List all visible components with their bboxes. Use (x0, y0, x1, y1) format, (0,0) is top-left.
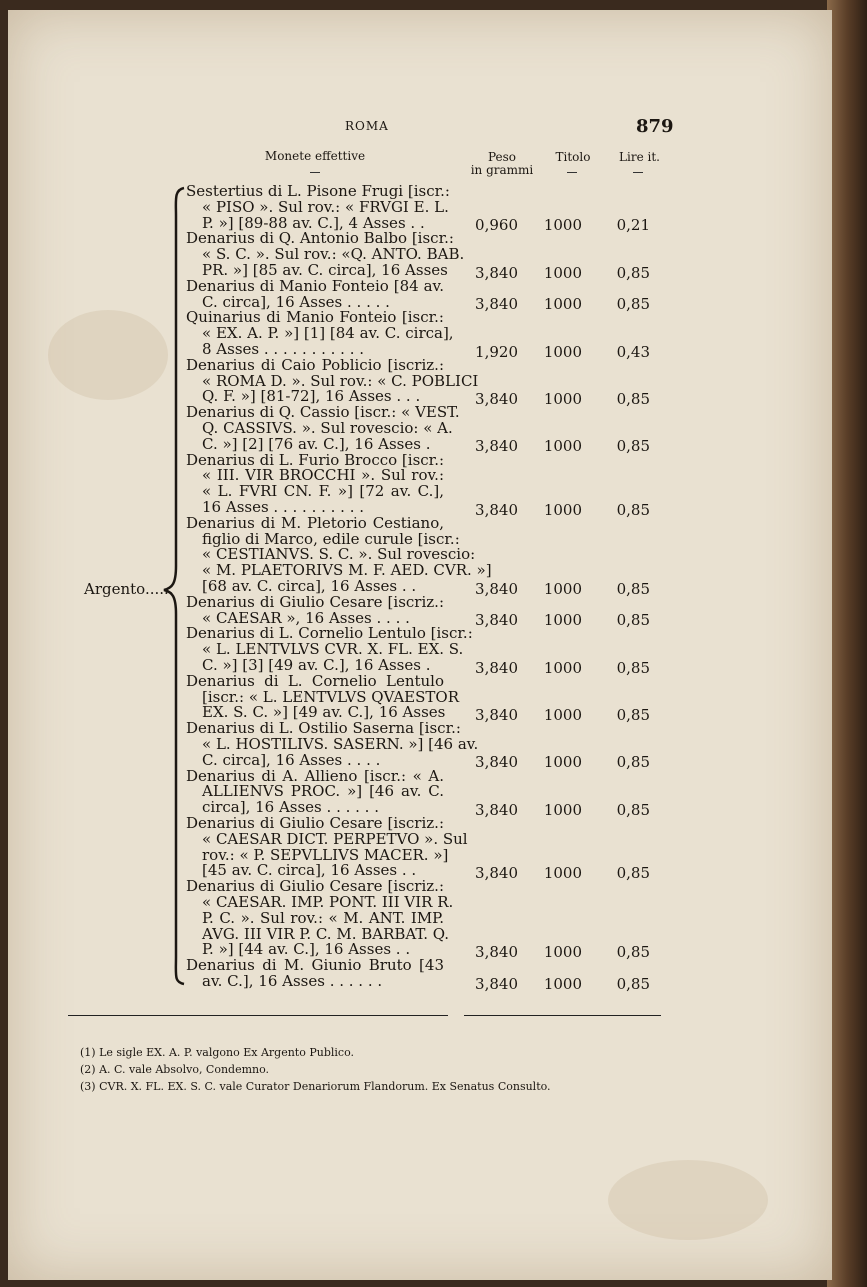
description-line: 8 Asses . . . . . . . . . . . (202, 339, 365, 358)
description-line: C. circa], 16 Asses . . . . (202, 750, 381, 769)
titolo-value: 1000 (543, 342, 582, 361)
description-line: EX. S. C. »] [49 av. C.], 16 Asses (202, 703, 446, 722)
coin-entry-description (186, 513, 492, 595)
peso-value: 3,840 (475, 974, 518, 993)
description-line: ALLIENVS PROC. »] [46 av. C. (202, 782, 444, 801)
description-line: « III. VIR BROCCHI ». Sul rov.: (202, 466, 444, 485)
titolo-value: 1000 (543, 579, 582, 598)
column-header-titolo (548, 151, 598, 164)
description-line: « CAESAR », 16 Asses . . . . (202, 608, 410, 627)
description-line: AVG. III VIR P. C. M. BARBAT. Q. (202, 924, 450, 943)
lire-value: 0,85 (616, 295, 650, 314)
description-line: « L. HOSTILIVS. SASERN. »] [46 av. (202, 734, 479, 753)
description-line: C. »] [2] [76 av. C.], 16 Asses . (202, 434, 431, 453)
peso-value: 3,840 (475, 263, 518, 282)
description-line: « CESTIANVS. S. C. ». Sul rovescio: (202, 545, 476, 564)
peso-value: 3,840 (475, 389, 518, 408)
lire-value: 0,85 (616, 579, 650, 598)
description-line: P. »] [89-88 av. C.], 4 Asses . . (202, 213, 425, 232)
description-line: Q. F. »] [81-72], 16 Asses . . . (202, 387, 421, 406)
peso-value: 3,840 (475, 658, 518, 677)
coin-entry-description (186, 229, 465, 279)
description-line: Denarius di Giulio Cesare [iscriz.: (186, 814, 444, 832)
description-line: Denarius di L. Ostilio Saserna [iscr.: (186, 719, 461, 738)
titolo-value: 1000 (543, 658, 582, 677)
column-header-monete-label: Monete effettive (264, 149, 366, 163)
description-line: Q. CASSIVS. ». Sul rovescio: « A. (202, 418, 453, 437)
footnote-1: (1) Le sigle EX. A. P. valgono Ex Argento Publico. (80, 1046, 354, 1059)
description-line: Denarius di Manio Fonteio [84 av. (186, 276, 444, 295)
description-line: av. C.], 16 Asses . . . . . . (202, 971, 383, 990)
coin-entry-description (186, 450, 445, 516)
description-line: [68 av. C. circa], 16 Asses . . (202, 576, 417, 595)
coin-entry-description (186, 958, 444, 990)
peso-value: 3,840 (475, 753, 518, 772)
description-line: C. »] [3] [49 av. C.], 16 Asses . (202, 655, 431, 674)
description-line: figlio di Marco, edile curule [iscr.: (202, 529, 460, 548)
column-header-peso-line1: Peso (487, 150, 517, 164)
lire-value: 0,85 (616, 500, 650, 519)
description-line: P. C. ». Sul rov.: « M. ANT. IMP. (202, 908, 444, 927)
description-line: Denarius di L. Cornelio Lentulo [iscr.: (186, 624, 473, 643)
column-header-peso-line2: in grammi (470, 163, 534, 177)
lire-value: 0,43 (616, 342, 650, 361)
titolo-value: 1000 (543, 800, 582, 819)
coin-entry-description (186, 403, 460, 453)
column-header-lire-label: Lire it. (619, 150, 660, 164)
description-line: [iscr.: « L. LENTVLVS QVAESTOR (202, 687, 459, 706)
table-rule-left (68, 1015, 448, 1016)
lire-value: 0,21 (616, 216, 650, 235)
description-line: Denarius di M. Giunio Bruto [43 (186, 956, 444, 975)
peso-value: 3,840 (475, 611, 518, 630)
page-number: 879 (636, 116, 674, 137)
description-line: rov.: « P. SEPVLLIVS MACER. »] (202, 845, 449, 864)
lire-value: 0,85 (616, 611, 650, 630)
column-header-peso (462, 151, 542, 177)
description-line: P. »] [44 av. C.], 16 Asses . . (202, 940, 411, 959)
description-line: « CAESAR. IMP. PONT. III VIR R. (202, 892, 454, 911)
coin-entry-description (186, 308, 454, 358)
description-line: « L. LENTVLVS CVR. X. FL. EX. S. (202, 640, 464, 659)
lire-value: 0,85 (616, 437, 650, 456)
description-line: Sestertius di L. Pisone Frugi [iscr.: (186, 182, 450, 200)
coin-entry-description (186, 766, 444, 817)
description-line: circa], 16 Asses . . . . . . (202, 798, 379, 817)
coin-entry-description (186, 877, 454, 959)
description-line: C. circa], 16 Asses . . . . . (202, 292, 390, 311)
footnote-3: (3) CVR. X. FL. EX. S. C. vale Curator Denariorum Flandorum. Ex Senatus Consulto. (80, 1080, 551, 1093)
table-rule-right (464, 1015, 661, 1016)
peso-value: 0,960 (475, 216, 518, 235)
description-line: Denarius di Q. Antonio Balbo [iscr.: (186, 229, 454, 248)
titolo-value: 1000 (543, 500, 582, 519)
peso-value: 3,840 (475, 500, 518, 519)
coin-entry-description (186, 355, 479, 406)
titolo-value: 1000 (543, 216, 582, 235)
peso-value: 3,840 (475, 705, 518, 724)
titolo-value: 1000 (543, 974, 582, 993)
titolo-value: 1000 (543, 942, 582, 961)
peso-value: 1,920 (475, 342, 518, 361)
titolo-value: 1000 (543, 389, 582, 408)
coin-entry-description (186, 671, 459, 722)
description-line: [45 av. C. circa], 16 Asses . . (202, 861, 417, 880)
column-dash (567, 172, 577, 173)
column-header-lire (612, 151, 667, 164)
lire-value: 0,85 (616, 942, 650, 961)
titolo-value: 1000 (543, 437, 582, 456)
lire-value: 0,85 (616, 658, 650, 677)
footnote-2: (2) A. C. vale Absolvo, Condemno. (80, 1063, 270, 1076)
coin-entry-description (186, 719, 479, 769)
description-line: Denarius di Caio Poblicio [iscriz.: (186, 355, 444, 374)
description-line: Denarius di Giulio Cesare [iscriz.: (186, 877, 444, 896)
description-line: Denarius di L. Cornelio Lentulo (186, 671, 444, 690)
running-title: ROMA (345, 119, 389, 133)
description-line: Denarius di A. Allieno [iscr.: « A. (186, 766, 444, 785)
column-dash (310, 172, 320, 173)
footnotes (80, 1044, 551, 1095)
description-line: 16 Asses . . . . . . . . . . (202, 497, 365, 516)
description-line: Denarius di L. Furio Brocco [iscr.: (186, 450, 445, 469)
page-edge (827, 0, 867, 1287)
peso-value: 3,840 (475, 863, 518, 882)
lire-value: 0,85 (616, 800, 650, 819)
titolo-value: 1000 (543, 295, 582, 314)
coin-entry-description (186, 624, 473, 674)
peso-value: 3,840 (475, 579, 518, 598)
lire-value: 0,85 (616, 863, 650, 882)
column-header-titolo-label: Titolo (555, 150, 591, 164)
titolo-value: 1000 (543, 705, 582, 724)
description-line: « M. PLAETORIVS M. F. AED. CVR. »] (202, 561, 492, 580)
coin-entry-description (186, 182, 450, 232)
group-label-argento: Argento...... (84, 580, 174, 598)
description-line: « EX. A. P. »] [1] [84 av. C. circa], (202, 324, 454, 343)
lire-value: 0,85 (616, 974, 650, 993)
coin-entry-description (186, 814, 468, 880)
coin-entry-description (186, 276, 444, 311)
description-line: PR. »] [85 av. C. circa], 16 Asses (202, 260, 448, 279)
description-line: Denarius di Q. Cassio [iscr.: « VEST. (186, 403, 460, 422)
titolo-value: 1000 (543, 753, 582, 772)
lire-value: 0,85 (616, 263, 650, 282)
description-line: « PISO ». Sul rov.: « FRVGI E. L. (202, 197, 449, 216)
lire-value: 0,85 (616, 705, 650, 724)
column-dash (633, 172, 643, 173)
peso-value: 3,840 (475, 942, 518, 961)
description-line: « S. C. ». Sul rov.: «Q. ANTO. BAB. (202, 245, 465, 264)
titolo-value: 1000 (543, 863, 582, 882)
description-line: « L. FVRI CN. F. »] [72 av. C.], (202, 482, 444, 501)
description-line: « ROMA D. ». Sul rov.: « C. POBLICI (202, 371, 479, 390)
description-line: Quinarius di Manio Fonteio [iscr.: (186, 308, 444, 327)
description-line: Denarius di Giulio Cesare [iscriz.: (186, 592, 444, 611)
coin-entry-description (186, 592, 444, 627)
paper-stain (48, 310, 168, 400)
titolo-value: 1000 (543, 611, 582, 630)
paper-stain (608, 1160, 768, 1240)
lire-value: 0,85 (616, 753, 650, 772)
description-line: Denarius di M. Pletorio Cestiano, (186, 513, 444, 532)
peso-value: 3,840 (475, 295, 518, 314)
column-header-monete (250, 150, 380, 163)
lire-value: 0,85 (616, 389, 650, 408)
peso-value: 3,840 (475, 437, 518, 456)
titolo-value: 1000 (543, 263, 582, 282)
description-line: « CAESAR DICT. PERPETVO ». Sul (202, 829, 468, 848)
peso-value: 3,840 (475, 800, 518, 819)
